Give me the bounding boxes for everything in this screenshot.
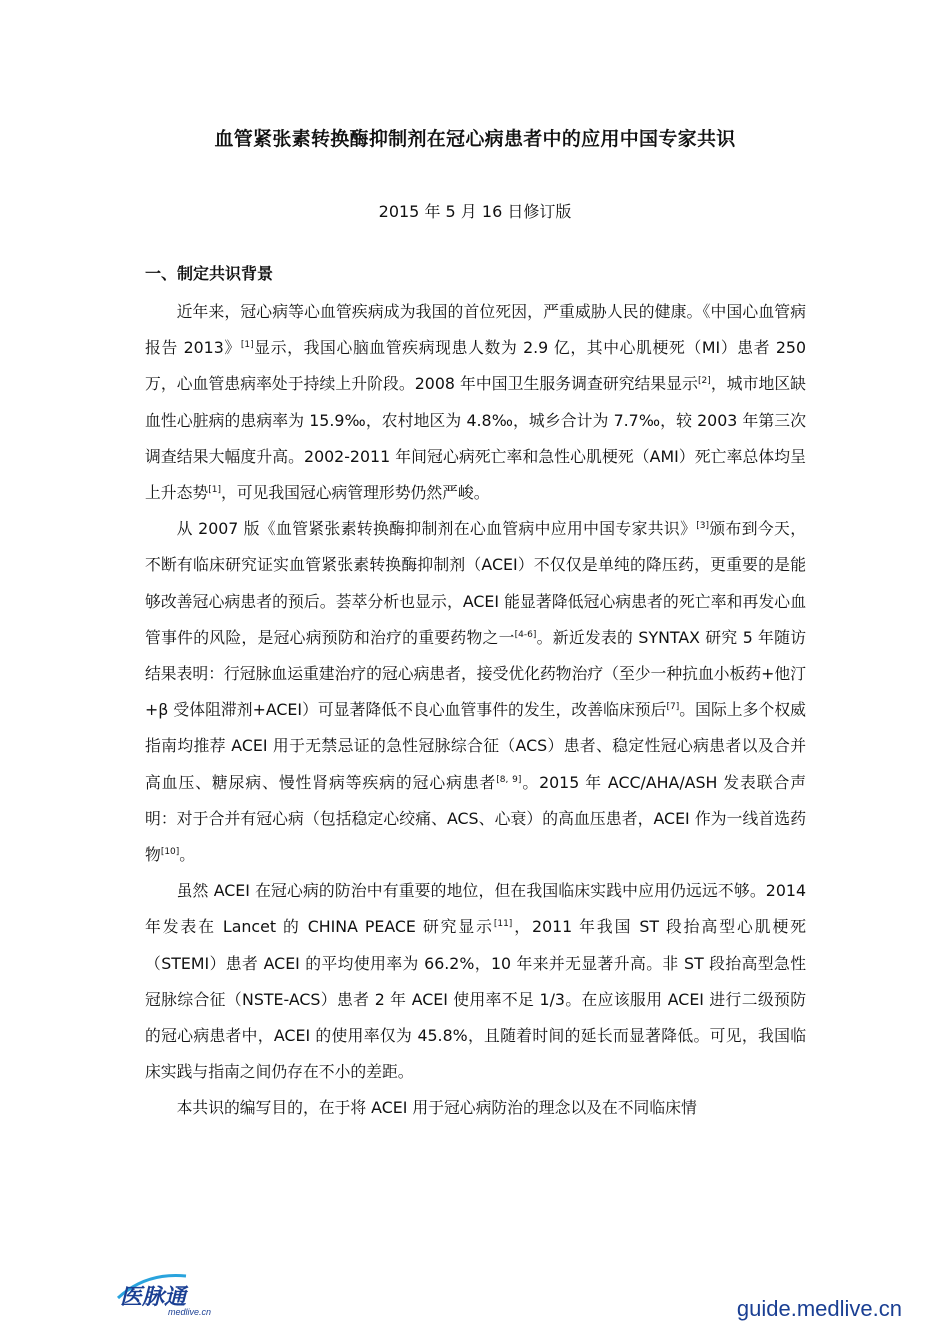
citation-ref: [1]: [208, 485, 221, 496]
paragraph-background-1: [145, 294, 806, 511]
logo-subtext: medlive.cn: [168, 1307, 212, 1317]
paragraph-background-4: [145, 1090, 806, 1126]
citation-ref: [7]: [666, 702, 680, 713]
medlive-logo: [116, 1268, 236, 1320]
citation-ref: [11]: [493, 919, 513, 930]
text-run: ，城市地区缺血性心脏病的患病率为 15.9‰，农村地区为 4.8‰，城乡合计为 7.7‰，较 2003 年第三次调查结果大幅度升高。2002-2011 年间冠心病死亡率和急性心肌梗死（AMI）死亡率总体均呈上升态势: [145, 374, 806, 503]
revision-date: 2015 年 5 月 16 日修订版: [378, 202, 572, 221]
text-run: 颁布到今天，不断有临床研究证实血管紧张素转换酶抑制剂（ACEI）不仅仅是单纯的降压药，更重要的是能够改善冠心病患者的预后。荟萃分析也显示，ACEI 能显著降低冠心病患者的死亡率和再发心血管事件的风险，是冠心病预防和治疗的重要药物之一: [145, 519, 806, 647]
text-run: ，可见我国冠心病管理形势仍然严峻。: [220, 483, 490, 503]
text-run: 。2015 年 ACC/AHA/ASH 发表联合声明：对于合并有冠心病（包括稳定心绞痛、ACS、心衰）的高血压患者，ACEI 作为一线首选药物: [145, 772, 807, 865]
text-run: 近年来，冠心病等心血管疾病成为我国的首位死因，严重威胁人民的健康。《中国心血管病报告 2013》: [145, 302, 806, 358]
citation-ref: [1]: [240, 340, 254, 351]
text-run: 。新近发表的 SYNTAX 研究 5 年随访结果表明：行冠脉血运重建治疗的冠心病患者，接受优化药物治疗（至少一种抗血小板药+他汀+β 受体阻滞剂+ACEI）可显著降低不良心血管事件的发生，改善临床预后: [145, 627, 806, 720]
footer-url-link[interactable]: guide.medlive.cn: [736, 1296, 902, 1321]
citation-ref: [3]: [696, 521, 710, 532]
logo-text: 医脉通: [120, 1285, 187, 1310]
paragraph-background-2: [145, 511, 806, 873]
medlive-logo-graphic: [116, 1268, 236, 1320]
section-heading: 一、制定共识背景: [145, 264, 274, 283]
citation-ref: [10]: [160, 847, 180, 858]
citation-ref: [2]: [698, 376, 711, 387]
text-run: 虽然 ACEI 在冠心病的防治中有重要的地位，但在我国临床实践中应用仍远远不够。2014 年发表在 Lancet 的 CHINA PEACE 研究显示: [145, 881, 806, 937]
text-run: 。国际上多个权威指南均推荐 ACEI 用于无禁忌证的急性冠脉综合征（ACS）患者、稳定性冠心病患者以及合并高血压、糖尿病、慢性肾病等疾病的冠心病患者: [145, 700, 806, 792]
text-run: 从 2007 版《血管紧张素转换酶抑制剂在心血管病中应用中国专家共识》: [176, 519, 697, 539]
citation-ref: [4-6]: [514, 629, 537, 640]
text-run: 。: [179, 845, 196, 865]
document-title: 血管紧张素转换酶抑制剂在冠心病患者中的应用中国专家共识: [214, 128, 736, 150]
text-run: ，2011 年我国 ST 段抬高型心肌梗死（STEMI）患者 ACEI 的平均使用率为 66.2%，10 年来并无显著升高。非 ST 段抬高型急性冠脉综合征（NSTE-ACS）患者 2 年 ACEI 使用率不足 1/3。在应该服用 ACEI 进行二级预防的冠心病患者中，ACEI 的使用率仅为 45.8%，且随着时间的延长而显著降低。可见，我国临床实践与指南之间仍存在不小的差距。: [145, 917, 807, 1082]
text-run: 显示，我国心脑血管疾病现患人数为 2.9 亿，其中心肌梗死（MI）患者 250 万，心血管患病率处于持续上升阶段。2008 年中国卫生服务调查研究结果显示: [145, 338, 806, 394]
paragraph-background-3: [145, 873, 806, 1090]
citation-ref: [8, 9]: [496, 774, 522, 785]
text-run: 本共识的编写目的，在于将 ACEI 用于冠心病防治的理念以及在不同临床情: [176, 1098, 697, 1118]
document-body: [145, 294, 806, 1127]
